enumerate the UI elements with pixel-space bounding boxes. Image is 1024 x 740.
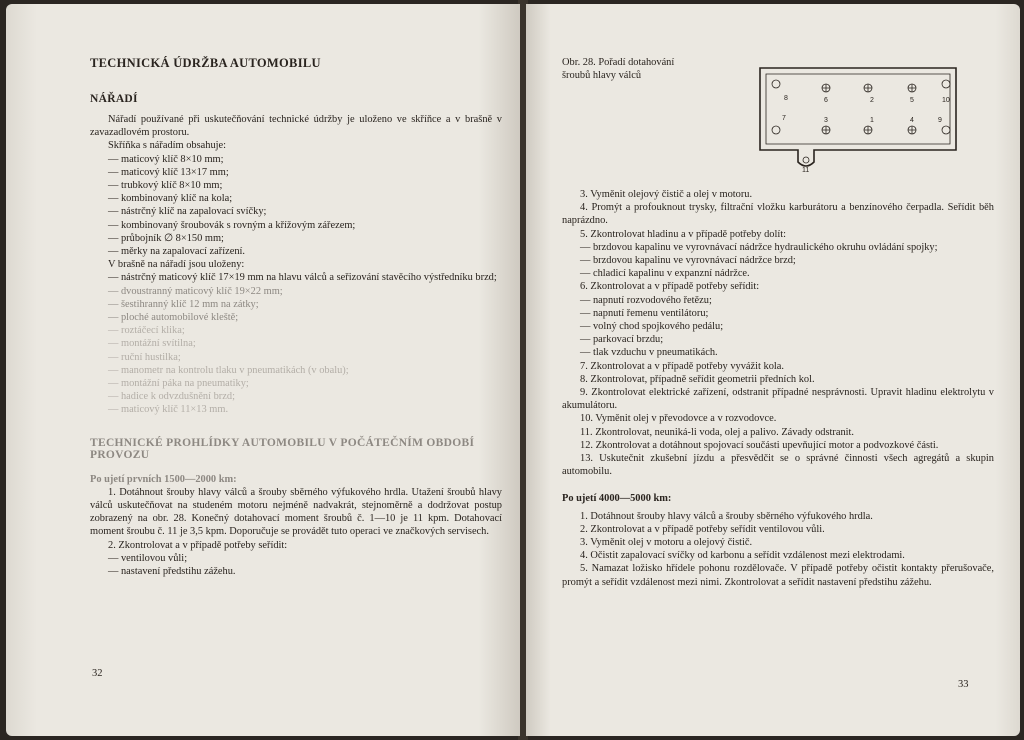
list-item: — montážní svítilna; [108,338,196,350]
list-item: — volný chod spojkového pedálu; [580,321,724,333]
list-item: — šestihranný klíč 12 mm na zátky; [108,298,259,310]
list-item: — brzdovou kapalinu ve vyrovnávací nádržce brzd; [580,255,796,267]
after-heading-4000: Po ujetí 4000—5000 km: [562,493,672,505]
list-item: — kombinovaný šroubovák s rovným a křížovým zářezem; [108,219,356,231]
list-item: — manometr na kontrolu tlaku v pneumatikách (v obalu); [108,364,349,376]
page-number-right: 33 [958,679,969,690]
list-item: — hadice k odvzdušnění brzd; [108,391,235,403]
list-item: — nastavení předstihu zážehu. [108,566,236,578]
list-item: — chladicí kapalinu v expanzní nádržce. [580,268,750,280]
list-item: — brzdovou kapalinu ve vyrovnávací nádržce hydraulického okruhu ovládání spojky; [580,241,938,253]
step-paragraph: 3. Vyměnit olej v motoru a olejový čistič. [580,537,753,549]
bolt-label: 1 [870,117,874,124]
list-item: — ventilovou vůli; [108,552,188,564]
list-item: — ploché automobilové kleště; [108,312,239,324]
step-paragraph: 12. Zkontrolovat a dotáhnout spojovací součásti upevňující motor a podvozkové části. [580,439,939,451]
section-heading-inspections: TECHNICKÉ PROHLÍDKY AUTOMOBILU V POČÁTEČNÍM OBDOBÍ PROVOZU [90,436,475,461]
list-item: — napnutí řemenu ventilátoru; [580,307,709,319]
list-item: — kombinovaný klíč na kola; [108,193,233,205]
list-item: — trubkový klíč 8×10 mm; [108,180,223,192]
list-item: — maticový klíč 11×13 mm. [108,404,229,416]
list-item: — parkovací brzdu; [580,334,664,346]
list-item: — průbojník ∅ 8×150 mm; [108,232,224,244]
bolt-label: 5 [910,97,914,104]
bolt-label: 6 [824,97,828,104]
page-number-left: 32 [92,668,103,679]
bolt-label: 2 [870,97,874,104]
list-item: — měrky na zapalovací zařízení. [108,246,246,258]
step-paragraph: 3. Vyměnit olejový čistič a olej v motoru. [580,189,753,200]
bolt-label: 9 [938,117,942,124]
step-1-paragraph: 1. Dotáhnout šrouby hlavy válců a šrouby sběrného výfukového hrdla. Utažení šroubů hlavy válců uskutečňovat na studeném motoru nejméně nadvakrát, stejnoměrně a dodržovat postup zobrazený na obr. 28. Konečný dotahovací moment šroubů č. 1—10 je 11 kpm. Dotahovací moment šroubu č. 11 je 3,5 kpm. Doporučuje se provádět tuto operaci ve značkových servisech. [90,486,502,538]
step-paragraph: 6. Zkontrolovat a v případě potřeby seřídit: [580,281,760,293]
step-paragraph: 5. Zkontrolovat hladinu a v případě potřeby dolít: [580,228,787,240]
step-paragraph: 5. Namazat ložisko hřídele pohonu rozdělovače. V případě potřeby očistit kontakty přerušovače, promýt a seřídit vzdálenost mezi nimi. Zkontrolovat a seřídit nastavení předstihu zážehu. [562,563,994,588]
step-2-paragraph: 2. Zkontrolovat a v případě potřeby seřídit: [108,539,288,551]
bolt-label: 8 [784,95,788,102]
left-page [6,4,520,736]
step-paragraph: 4. Očistit zapalovací svíčky od karbonu a seřídit vzdálenost mezi elektrodami. [580,550,905,562]
list-item: — dvoustranný maticový klíč 19×22 mm; [108,285,283,297]
bag-heading: V brašně na nářadí jsou uloženy: [108,259,245,271]
list-item: — maticový klíč 8×10 mm; [108,153,224,165]
section-heading-tools: NÁŘADÍ [90,93,138,105]
step-paragraph: 8. Zkontrolovat, případně seřídit geometrii předních kol. [580,373,815,385]
intro-paragraph: Nářadí používané při uskutečňování technické údržby je uloženo ve skříňce a v brašně v zavazadlovém prostoru. [90,114,502,139]
left-page-content [90,56,502,578]
bolt-label: 3 [824,117,828,124]
bolt-label: 11 [802,167,810,174]
list-item: — montážní páka na pneumatiky; [108,378,249,390]
list-item: — roztáčecí klika; [108,325,185,337]
bag-items-list [90,271,502,416]
bolt-label: 7 [782,115,786,122]
step-5-items [562,241,994,281]
step-paragraph: 10. Vyměnit olej v převodovce a v rozvodovce. [580,413,777,425]
page-title: TECHNICKÁ ÚDRŽBA AUTOMOBILU [90,56,321,70]
bolt-label: 10 [942,97,950,104]
list-item: — nástrčný klíč na zapalovací svíčky; [108,206,267,218]
after-heading-1500: Po ujetí prvních 1500—2000 km: [90,473,237,485]
list-item: — nástrčný maticový klíč 17×19 mm na hlavu válců a seřizování stavěcího výstředníku brzd; [108,272,497,284]
box-items-list [90,153,502,259]
list-item: — ruční hustilka; [108,351,181,363]
list-item: — maticový klíč 13×17 mm; [108,166,229,178]
list-item: — tlak vzduchu v pneumatikách. [580,347,718,359]
cylinder-head-diagram [750,60,970,180]
step-paragraph: 7. Zkontrolovat a v případě potřeby vyvážit kola. [580,360,785,372]
step-paragraph: 11. Zkontrolovat, neuniká-li voda, olej a palivo. Závady odstranit. [580,426,855,438]
box-heading: Skříňka s nářadím obsahuje: [108,140,227,152]
step-6-items [562,294,994,360]
right-page [526,4,1020,736]
step-paragraph: 13. Uskutečnit zkušební jízdu a přesvědčit se o správné činnosti všech agregátů a skupin automobilu. [562,453,994,478]
step-2-items [90,552,502,578]
step-paragraph: 9. Zkontrolovat elektrické zařízení, odstranit případné nesprávnosti. Upravit hladinu elektrolytu v akumulátoru. [562,387,994,412]
step-paragraph: 2. Zkontrolovat a v případě potřeby seřídit ventilovou vůli. [580,523,825,535]
bolt-label: 4 [910,117,914,124]
figure-caption: Obr. 28. Pořadí dotahování šroubů hlavy válců [562,57,675,81]
step-paragraph: 4. Promýt a profouknout trysky, filtrační vložku karburátoru a benzínového čerpadla. Seřídit běh naprázdno. [562,202,994,227]
step-paragraph: 1. Dotáhnout šrouby hlavy válců a šrouby sběrného výfukového hrdla. [580,510,873,522]
right-page-content [562,188,994,589]
list-item: — napnutí rozvodového řetězu; [580,294,712,306]
